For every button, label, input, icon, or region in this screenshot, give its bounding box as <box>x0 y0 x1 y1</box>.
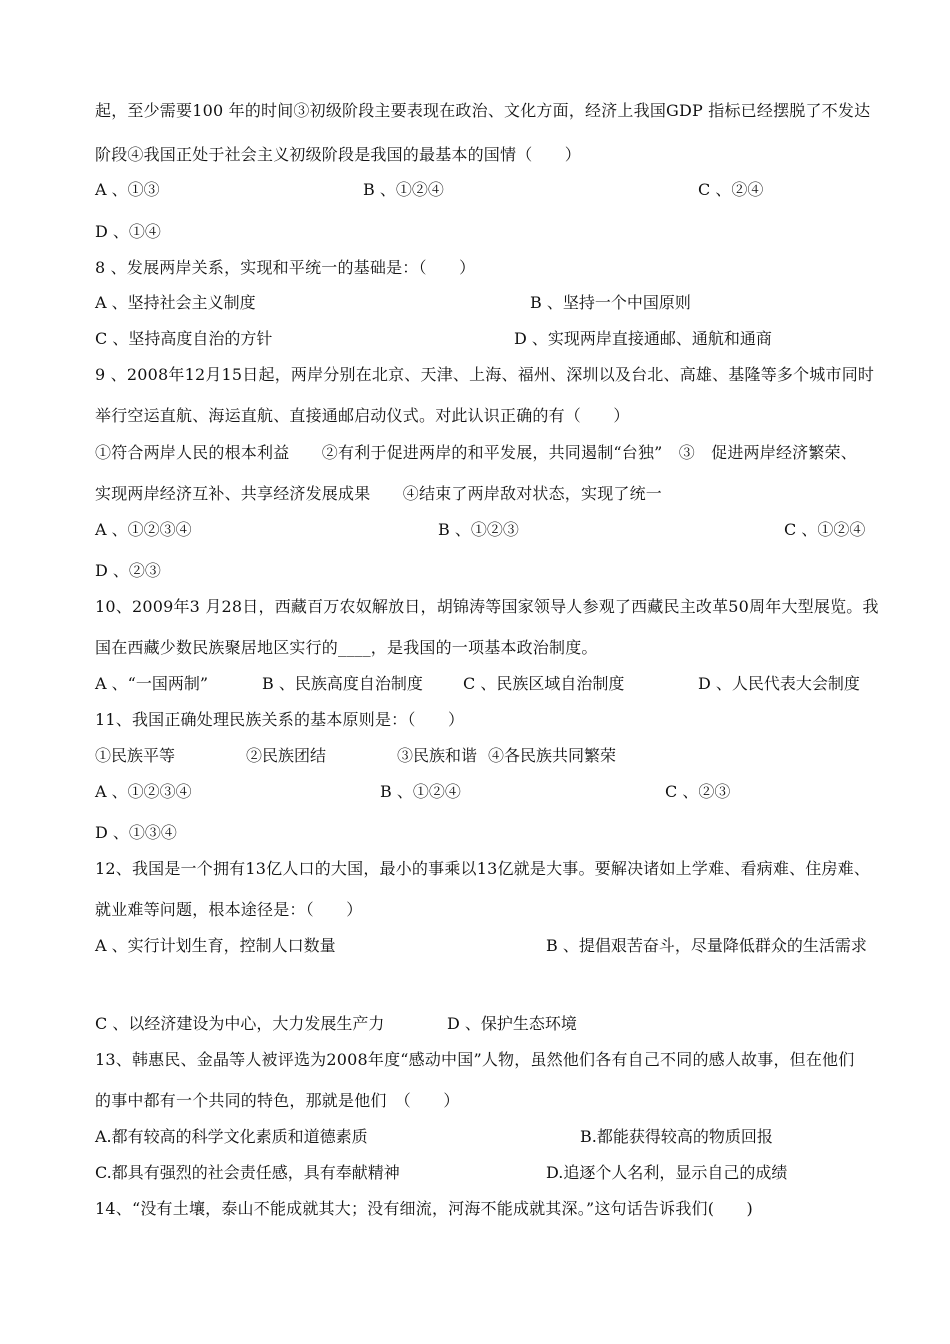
q10-option-b: B 、民族高度自治制度 <box>262 674 423 693</box>
q10-option-c: C 、民族区域自治制度 <box>463 674 625 693</box>
q13-option-c: C.都具有强烈的社会责任感，具有奉献精神 <box>95 1163 400 1182</box>
q9-stem-line-2: 举行空运直航、海运直航、直接通邮启动仪式。对此认识正确的有（ ） <box>95 406 630 425</box>
q8-option-a: A 、坚持社会主义制度 <box>95 293 256 312</box>
q11-statement-3: ③民族和谐 <box>397 746 478 765</box>
q13-stem-line-2: 的事中都有一个共同的特色，那就是他们 （ ） <box>95 1091 460 1110</box>
q9-option-b: B 、①②③ <box>438 520 519 539</box>
q7-option-a: A 、①③ <box>95 180 160 199</box>
q11-option-b: B 、①②④ <box>380 782 461 801</box>
q9-statements-line-2: 实现两岸经济互补、共享经济发展成果 ④结束了两岸敌对状态，实现了统一 <box>95 484 663 503</box>
q12-option-b: B 、提倡艰苦奋斗，尽量降低群众的生活需求 <box>546 936 867 955</box>
q9-option-a: A 、①②③④ <box>95 520 192 539</box>
q11-statement-1: ①民族平等 <box>95 746 176 765</box>
q9-stem-line-1: 9 、2008年12月15日起，两岸分别在北京、天津、上海、福州、深圳以及台北、高雄、基隆等多个城市同时 <box>95 365 875 384</box>
q10-stem-line-1: 10、2009年3 月28日，西藏百万农奴解放日，胡锦涛等国家领导人参观了西藏民主改革50周年大型展览。我 <box>95 597 879 616</box>
q12-option-a: A 、实行计划生育，控制人口数量 <box>95 936 336 955</box>
q11-statement-2: ②民族团结 <box>246 746 327 765</box>
q11-option-d: D 、①③④ <box>95 823 177 842</box>
q11-option-a: A 、①②③④ <box>95 782 192 801</box>
q8-option-c: C 、坚持高度自治的方针 <box>95 329 273 348</box>
q7-option-d: D 、①④ <box>95 222 161 241</box>
q10-option-a: A 、“一国两制” <box>95 674 209 693</box>
q10-stem-line-2: 国在西藏少数民族聚居地区实行的____，是我国的一项基本政治制度。 <box>95 638 598 657</box>
q13-option-b: B.都能获得较高的物质回报 <box>580 1127 773 1146</box>
q12-option-d: D 、保护生态环境 <box>447 1014 577 1033</box>
q8-stem: 8 、发展两岸关系，实现和平统一的基础是：（ ） <box>95 258 476 277</box>
q8-option-d: D 、实现两岸直接通邮、通航和通商 <box>514 329 772 348</box>
q11-option-c: C 、②③ <box>665 782 731 801</box>
q10-option-d: D 、人民代表大会制度 <box>698 674 860 693</box>
q14-stem: 14、“没有土壤，泰山不能成就其大；没有细流，河海不能成就其深。”这句话告诉我们( ) <box>95 1199 754 1218</box>
q7-stem-line-2: 阶段④我国正处于社会主义初级阶段是我国的最基本的国情（ ） <box>95 145 582 164</box>
q12-option-c: C 、以经济建设为中心，大力发展生产力 <box>95 1014 385 1033</box>
q7-option-c: C 、②④ <box>698 180 764 199</box>
q13-option-d: D.追逐个人名利，显示自己的成绩 <box>546 1163 788 1182</box>
q9-option-c: C 、①②④ <box>784 520 866 539</box>
q13-stem-line-1: 13、韩惠民、金晶等人被评选为2008年度“感动中国”人物，虽然他们各有自己不同的感人故事，但在他们 <box>95 1050 855 1069</box>
q8-option-b: B 、坚持一个中国原则 <box>530 293 691 312</box>
q9-option-d: D 、②③ <box>95 561 161 580</box>
q11-statement-4: ④各民族共同繁荣 <box>488 746 617 765</box>
q12-stem-line-2: 就业难等问题，根本途径是：（ ） <box>95 900 363 919</box>
q7-stem-line-1: 起，至少需要100 年的时间③初级阶段主要表现在政治、文化方面，经济上我国GDP 指标已经摆脱了不发达 <box>95 101 871 120</box>
q11-stem: 11、我国正确处理民族关系的基本原则是：（ ） <box>95 710 465 729</box>
q13-option-a: A.都有较高的科学文化素质和道德素质 <box>95 1127 368 1146</box>
q12-stem-line-1: 12、我国是一个拥有13亿人口的大国，最小的事乘以13亿就是大事。要解决诸如上学难、看病难、住房难、 <box>95 859 871 878</box>
q9-statements-line-1: ①符合两岸人民的根本利益 ②有利于促进两岸的和平发展，共同遏制“台独” ③ 促进两岸经济繁荣、 <box>95 443 857 462</box>
q7-option-b: B 、①②④ <box>363 180 444 199</box>
